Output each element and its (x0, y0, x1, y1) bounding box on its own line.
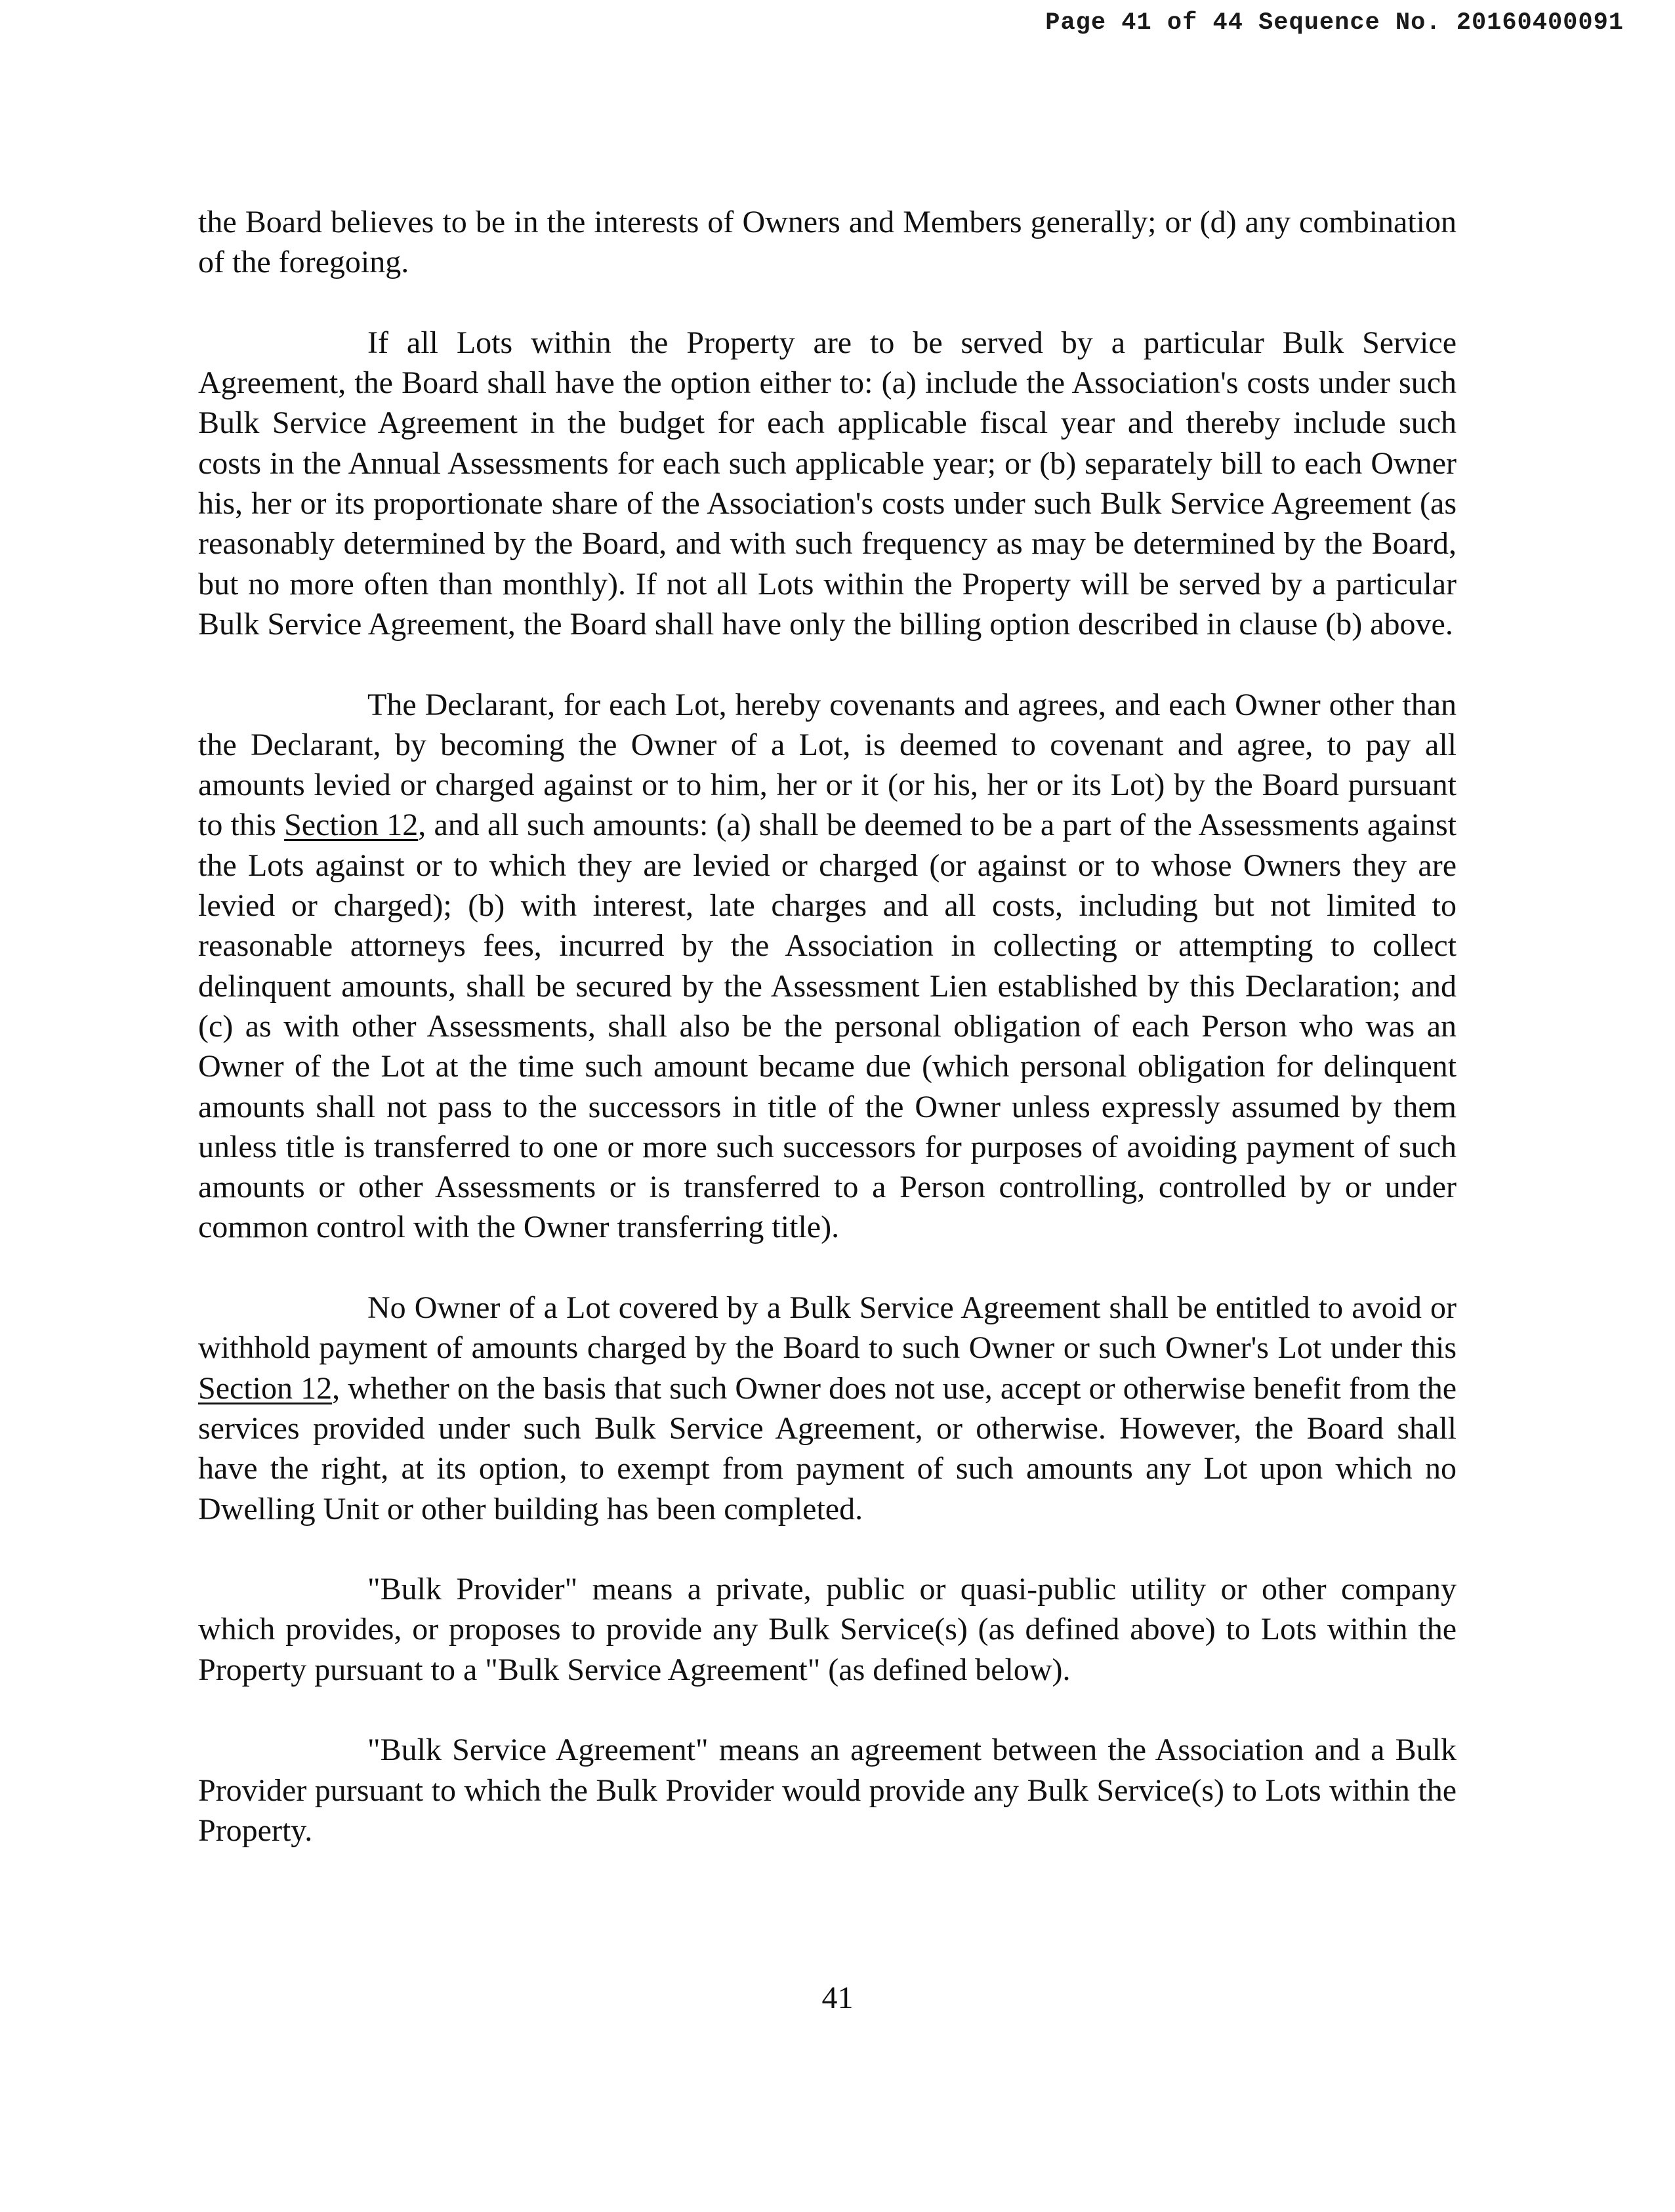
paragraph-text: No Owner of a Lot covered by a Bulk Service Agreement shall be entitled to avoid or withhold payment of amounts charged by the Board to such Owner or such Owner's Lot under this (198, 1290, 1457, 1366)
document-body (198, 202, 1457, 1851)
paragraph-declarant-covenant (198, 685, 1457, 1248)
section-reference: Section 12 (284, 808, 419, 843)
paragraph-text: , and all such amounts: (a) shall be deemed to be a part of the Assessments against the Lots against or to which they are levied or charged (or against or to whose Owners they are levied or charged); (b) with interest, late charges and all costs, including but not limited to reasonable attorneys fees, incurred by the Association in collecting or attempting to collect delinquent amounts, shall be secured by the Assessment Lien established by this Declaration; and (c) as with other Assessments, shall also be the personal obligation of each Person who was an Owner of the Lot at the time such amount became due (which personal obligation for delinquent amounts shall not pass to the successors in title of the Owner unless expressly assumed by them unless title is transferred to one or more such successors for purposes of avoiding payment of such amounts or other Assessments or is transferred to a Person controlling, controlled by or under common control with the Owner transferring title). (198, 808, 1457, 1245)
page-number: 41 (821, 1980, 854, 2015)
section-reference: Section 12 (198, 1370, 333, 1406)
paragraph-no-withholding (198, 1288, 1457, 1529)
paragraph-bulk-service-agreement-definition: "Bulk Service Agreement" means an agreement between the Association and a Bulk Provider pursuant to which the Bulk Provider would provide any Bulk Service(s) to Lots within the Property. (198, 1732, 1457, 1848)
paragraph-text: The Declarant, for each Lot, hereby covenants and agrees, and each Owner other than the Declarant, by becoming the Owner of a Lot, is deemed to covenant and agree, to pay all amounts levied or charged against or to him, her or it (or his, her or its Lot) by the Board pursuant to this (198, 687, 1457, 843)
paragraph-continuation: the Board believes to be in the interests of Owners and Members generally; or (d) any combination of the foregoing. (198, 205, 1457, 280)
paragraph-billing-options: If all Lots within the Property are to be served by a particular Bulk Service Agreement, the Board shall have the option either to: (a) include the Association's costs under such Bulk Service Agreement in the budget for each applicable fiscal year and thereby include such costs in the Annual Assessments for each such applicable year; or (b) separately bill to each Owner his, her or its proportionate share of the Association's costs under such Bulk Service Agreement (as reasonably determined by the Board, and with such frequency as may be determined by the Board, but no more often than monthly). If not all Lots within the Property will be served by a particular Bulk Service Agreement, the Board shall have only the billing option described in clause (b) above. (198, 325, 1457, 642)
page-sequence-header: Page 41 of 44 Sequence No. 20160400091 (1045, 9, 1624, 37)
paragraph-bulk-provider-definition: "Bulk Provider" means a private, public or quasi-public utility or other company which provides, or proposes to provide any Bulk Service(s) (as defined above) to Lots within the Property pursuant to a "Bulk Service Agreement" (as defined below). (198, 1572, 1457, 1687)
paragraph-text: , whether on the basis that such Owner does not use, accept or otherwise benefit from the services provided under such Bulk Service Agreement, or otherwise. However, the Board shall have the right, at its option, to exempt from payment of such amounts any Lot upon which no Dwelling Unit or other building has been completed. (198, 1370, 1457, 1526)
